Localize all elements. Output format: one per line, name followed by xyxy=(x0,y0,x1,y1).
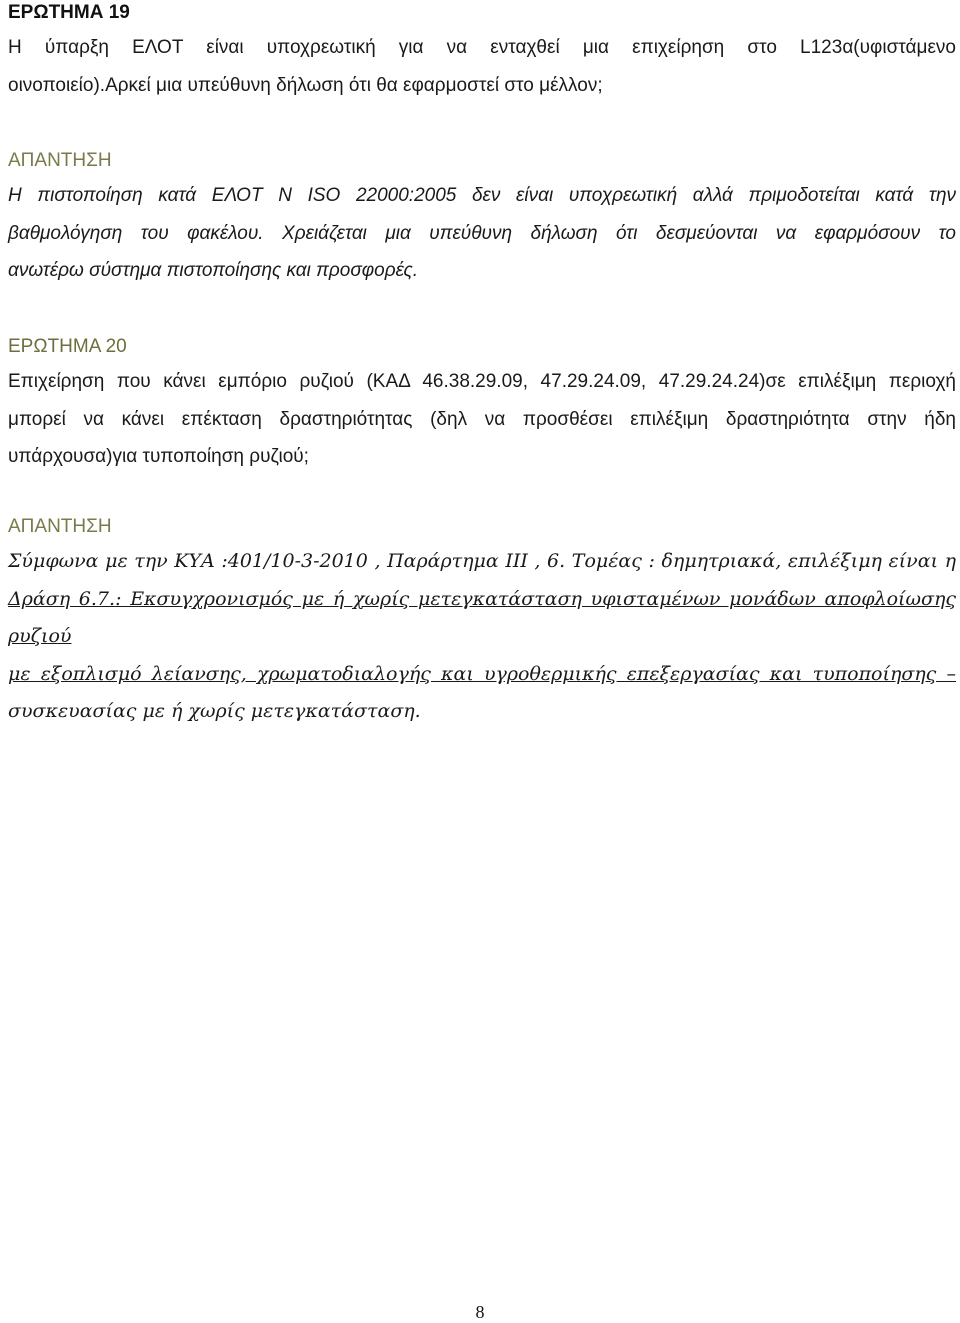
page-number: 8 xyxy=(475,1302,485,1322)
answer-20-measure-description: : Εκσυγχρονισμός με ή χωρίς μετεγκατάσταση υφισταμένων μονάδων αποφλοίωσης ρυζιού xyxy=(8,587,956,647)
question-20-line-3: υπάρχουσα)για τυποποίηση ρυζιού; xyxy=(8,446,309,467)
question-19-line-1: Η ύπαρξη ΕΛΟΤ είναι υποχρεωτική για να ενταχθεί μια επιχείρηση στο L123α(υφιστάμενο xyxy=(8,37,956,58)
answer-20-measure-label: Δράση 6.7. xyxy=(8,587,116,610)
answer-19-line-2: βαθμολόγηση του φακέλου. Χρειάζεται μια υπεύθυνη δήλωση ότι δεσμεύονται να εφαρμόσουν το xyxy=(8,222,956,244)
answer-20-line-2 xyxy=(8,581,956,656)
question-20-heading: ΕΡΩΤΗΜΑ 20 xyxy=(8,336,127,357)
answer-19-line-1: Η πιστοποίηση κατά ΕΛΟΤ Ν ISO 22000:2005 δεν είναι υποχρεωτική αλλά πριμοδοτείται κατά την xyxy=(8,185,956,206)
question-19-line-2: οινοποιείο).Αρκεί μια υπεύθυνη δήλωση ότι θα εφαρμοστεί στο μέλλον; xyxy=(8,74,603,96)
question-20-line-1: Επιχείρηση που κάνει εμπόριο ρυζιού (ΚΑΔ 46.38.29.09, 47.29.24.09, 47.29.24.24)σε επιλέξιμη περιοχή xyxy=(8,371,956,392)
answer-19-line-3: ανωτέρω σύστημα πιστοποίησης και προσφορές. xyxy=(8,260,418,281)
question-19-text xyxy=(8,29,956,104)
answer-20-heading: ΑΠΑΝΤΗΣΗ xyxy=(8,516,112,537)
answer-19-heading: ΑΠΑΝΤΗΣΗ xyxy=(8,150,112,171)
question-20-text xyxy=(8,363,956,476)
question-19-heading: ΕΡΩΤΗΜΑ 19 xyxy=(8,2,130,23)
answer-19-text xyxy=(8,177,956,290)
answer-20-text xyxy=(8,543,956,731)
answer-20-line-1: Σύμφωνα με την ΚΥΑ :401/10-3-2010 , Παράρτημα ΙΙΙ , 6. Τομέας : δημητριακά, επιλέξιμη είναι η xyxy=(8,550,956,572)
answer-20-line-3: με εξοπλισμό λείανσης, χρωματοδιαλογής και υγροθερμικής επεξεργασίας και τυποποίησης – xyxy=(8,662,956,685)
question-20-line-2: μπορεί να κάνει επέκταση δραστηριότητας (δηλ να προσθέσει επιλέξιμη δραστηριότητα στην ήδη xyxy=(8,408,956,430)
answer-20-line-4: συσκευασίας με ή χωρίς μετεγκατάσταση. xyxy=(8,700,421,722)
